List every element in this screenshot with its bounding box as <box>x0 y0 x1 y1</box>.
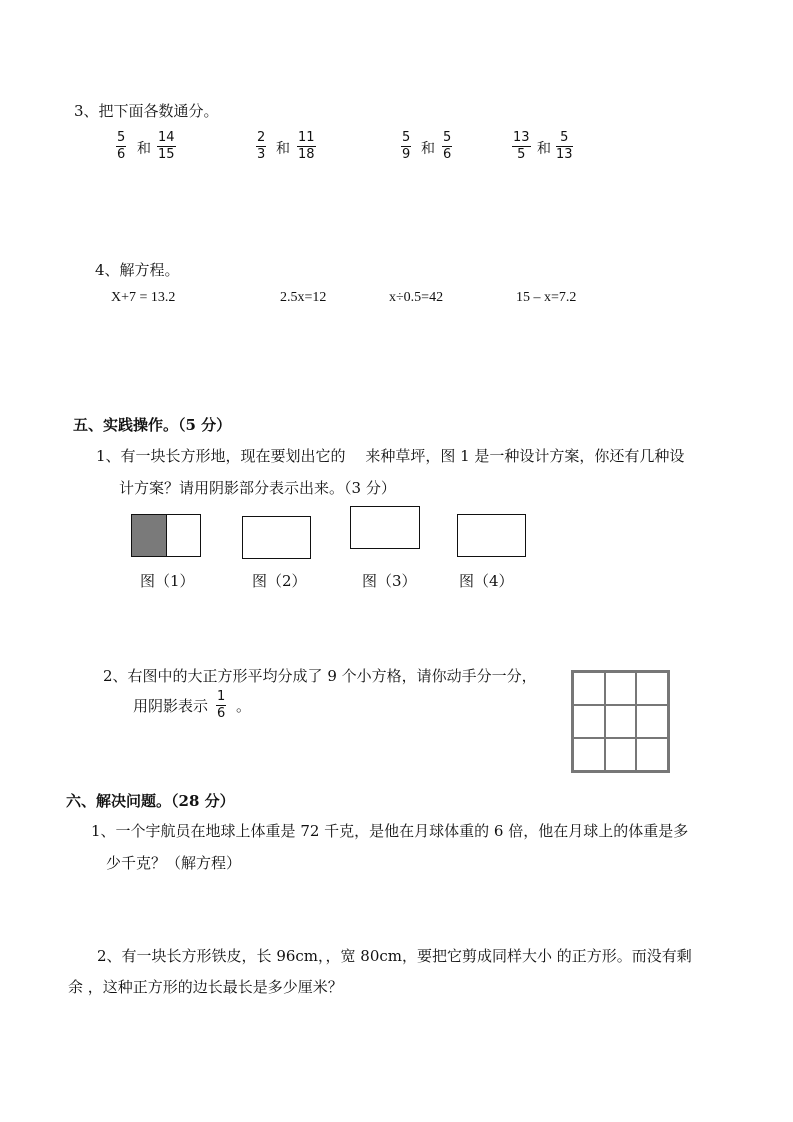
question-text: 用阴影表示 <box>133 697 209 715</box>
equation: x÷0.5=42 <box>389 290 444 305</box>
section-heading: 六、解决问题。（28 分） <box>66 792 235 810</box>
question-text: 少千克？（解方程） <box>106 854 242 872</box>
joiner-text: 和 <box>421 141 435 157</box>
question-text: 。 <box>236 697 252 715</box>
fraction: 5 9 <box>402 130 411 162</box>
joiner-text: 和 <box>537 141 551 157</box>
question-text: 1、一个宇航员在地球上体重是 72 千克，是他在月球体重的 6 倍，他在月球上的体重是多 <box>91 822 689 840</box>
q3-title: 3、把下面各数通分。 <box>74 102 219 120</box>
divider-line <box>166 515 167 556</box>
question-text: 余 ，这种正方形的边长最长是多少厘米？ <box>68 978 343 996</box>
grid-cell[interactable] <box>573 705 605 738</box>
fraction: 5 6 <box>117 130 126 162</box>
figure-3-rectangle[interactable] <box>350 506 420 549</box>
equation: 2.5x=12 <box>280 290 327 305</box>
figure-label: 图（4） <box>459 572 514 590</box>
figure-label: 图（3） <box>362 572 417 590</box>
grid-cell[interactable] <box>573 738 605 771</box>
fraction: 2 3 <box>257 130 266 162</box>
fraction: 11 18 <box>298 130 315 162</box>
equation: 15 – x=7.2 <box>516 290 577 305</box>
grid-cell[interactable] <box>605 705 637 738</box>
figure-1-rectangle <box>131 514 201 557</box>
figure-4-rectangle[interactable] <box>457 514 526 557</box>
fraction: 5 13 <box>556 130 573 162</box>
section-heading: 五、实践操作。（5 分） <box>73 416 232 434</box>
nine-square-grid[interactable] <box>571 670 670 773</box>
question-text: 计方案？请用阴影部分表示出来。（3 分） <box>119 479 396 497</box>
figure-2-rectangle[interactable] <box>242 516 311 559</box>
grid-cell[interactable] <box>573 672 605 705</box>
grid-cell[interactable] <box>605 738 637 771</box>
joiner-text: 和 <box>137 141 151 157</box>
fraction: 14 15 <box>158 130 175 162</box>
grid-cell[interactable] <box>636 672 668 705</box>
grid-cell[interactable] <box>636 705 668 738</box>
grid-cell[interactable] <box>605 672 637 705</box>
equation: X+7 = 13.2 <box>111 290 176 305</box>
shaded-region <box>132 515 167 556</box>
question-text: 2、右图中的大正方形平均分成了 9 个小方格，请你动手分一分， <box>103 667 537 685</box>
figure-label: 图（2） <box>252 572 307 590</box>
question-text: 2、有一块长方形铁皮，长 96cm，，宽 80cm，要把它剪成同样大小 的正方形。而没有剩 <box>97 947 692 965</box>
grid-cell[interactable] <box>636 738 668 771</box>
fraction: 13 5 <box>513 130 530 162</box>
figure-label: 图（1） <box>140 572 195 590</box>
q4-title: 4、解方程。 <box>95 261 180 279</box>
fraction: 5 6 <box>443 130 452 162</box>
fraction: 1 6 <box>217 689 226 721</box>
joiner-text: 和 <box>276 141 290 157</box>
question-text: 1、有一块长方形地，现在要划出它的 来种草坪，图 1 是一种设计方案，你还有几种设 <box>96 447 685 465</box>
